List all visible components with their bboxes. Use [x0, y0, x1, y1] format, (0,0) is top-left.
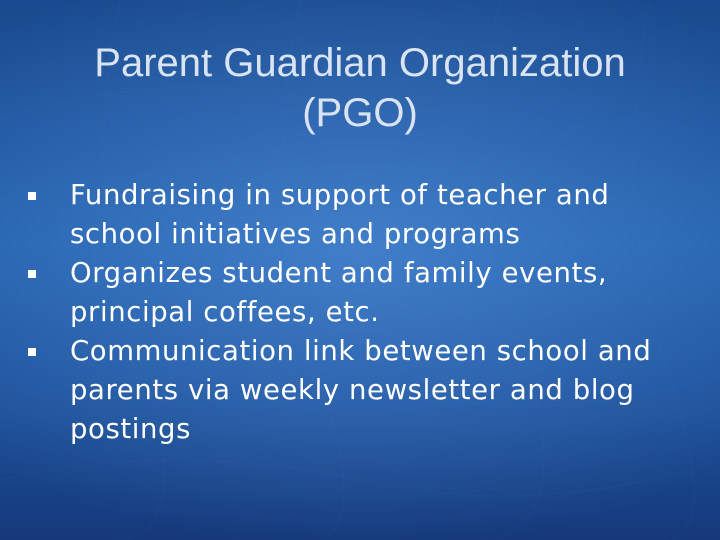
- square-bullet-icon: [28, 270, 36, 278]
- square-bullet-icon: [28, 348, 36, 356]
- bullet-list: [0, 176, 720, 449]
- slide-title: [40, 38, 680, 138]
- bullet-text-communication: Communication link between school and parents via weekly newsletter and blog postings: [70, 335, 652, 445]
- bullet-item-communication: [0, 332, 720, 449]
- bullet-text-fundraising: Fundraising in support of teacher and school initiatives and programs: [70, 179, 610, 250]
- slide-title-line-2: (PGO): [302, 91, 418, 135]
- bullet-item-fundraising: [0, 176, 720, 254]
- bullet-item-events: [0, 254, 720, 332]
- slide-title-line-1: Parent Guardian Organization: [94, 41, 626, 85]
- bullet-text-events: Organizes student and family events, principal coffees, etc.: [70, 257, 608, 328]
- square-bullet-icon: [28, 192, 36, 200]
